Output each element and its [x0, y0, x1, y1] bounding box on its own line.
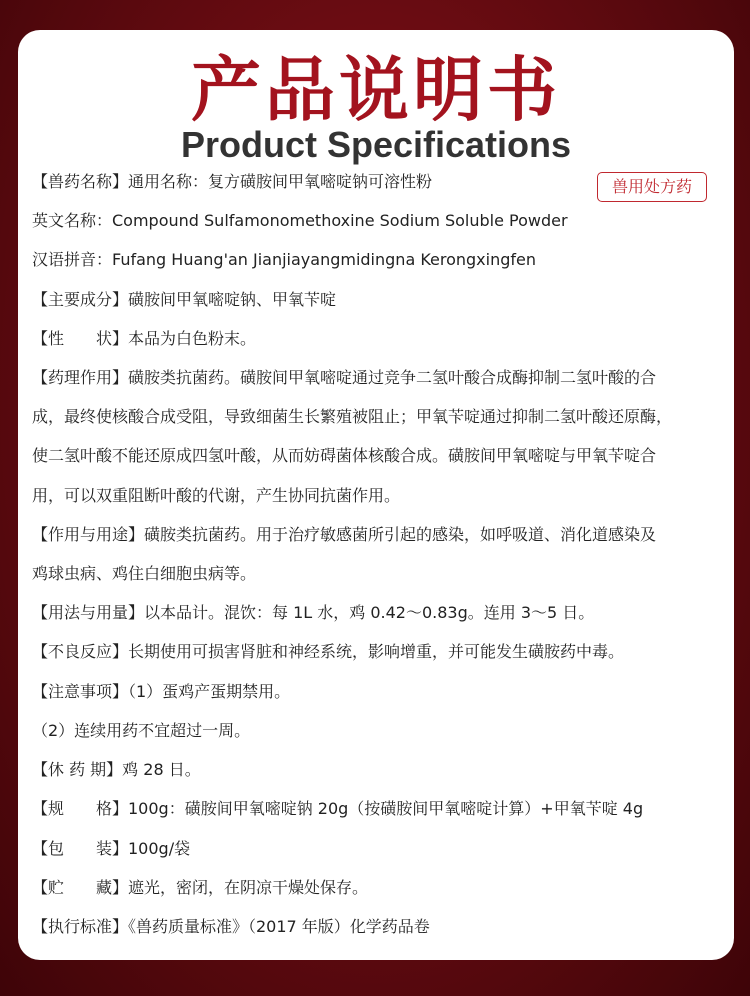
- precautions-line-2: （2）连续用药不宜超过一周。: [32, 721, 251, 740]
- page-subtitle: Product Specifications: [180, 124, 572, 165]
- standard-line: 【执行标准】《兽药质量标准》（2017 年版）化学药品卷: [32, 917, 430, 936]
- storage-line: 【贮 藏】遮光，密闭，在阴凉干燥处保存。: [32, 878, 369, 897]
- english-name-line: 英文名称：Compound Sulfamonomethoxine Sodium Soluble Powder: [32, 211, 568, 230]
- precautions-line-1: 【注意事项】（1）蛋鸡产蛋期禁用。: [32, 682, 291, 701]
- indications-line-2: 鸡球虫病、鸡住白细胞虫病等。: [32, 564, 257, 583]
- ingredients-line: 【主要成分】磺胺间甲氧嘧啶钠、甲氧苄啶: [32, 290, 337, 309]
- withdrawal-period-line: 【休 药 期】鸡 28 日。: [32, 760, 201, 779]
- pharmacology-line-3: 使二氢叶酸不能还原成四氢叶酸，从而妨碍菌体核酸合成。磺胺间甲氧嘧啶与甲氧苄啶合: [32, 446, 657, 465]
- adverse-reactions-line: 【不良反应】长期使用可损害肾脏和神经系统，影响增重，并可能发生磺胺药中毒。: [32, 642, 625, 661]
- appearance-line: 【性 状】本品为白色粉末。: [32, 329, 257, 348]
- packaging-line: 【包 装】100g/袋: [32, 839, 191, 858]
- pharmacology-line-4: 用，可以双重阻断叶酸的代谢，产生协同抗菌作用。: [32, 486, 401, 505]
- indications-line-1: 【作用与用途】磺胺类抗菌药。用于治疗敏感菌所引起的感染，如呼吸道、消化道感染及: [32, 525, 657, 544]
- page-title: 产品说明书: [191, 49, 561, 131]
- dosage-line: 【用法与用量】以本品计。混饮：每 1L 水，鸡 0.42～0.83g。连用 3～5 日。: [32, 603, 595, 622]
- specification-line: 【规 格】100g：磺胺间甲氧嘧啶钠 20g（按磺胺间甲氧嘧啶计算）+甲氧苄啶 4g: [32, 799, 644, 818]
- prescription-badge: 兽用处方药: [597, 172, 707, 202]
- pharmacology-line-2: 成，最终使核酸合成受阻，导致细菌生长繁殖被阻止；甲氧苄啶通过抑制二氢叶酸还原酶，: [32, 407, 673, 426]
- spec-card: [18, 30, 734, 960]
- drug-name-line: 【兽药名称】通用名称：复方磺胺间甲氧嘧啶钠可溶性粉: [32, 172, 433, 191]
- pinyin-line: 汉语拼音：Fufang Huang'an Jianjiayangmidingna Kerongxingfen: [32, 250, 537, 269]
- pharmacology-line-1: 【药理作用】磺胺类抗菌药。磺胺间甲氧嘧啶通过竞争二氢叶酸合成酶抑制二氢叶酸的合: [32, 368, 657, 387]
